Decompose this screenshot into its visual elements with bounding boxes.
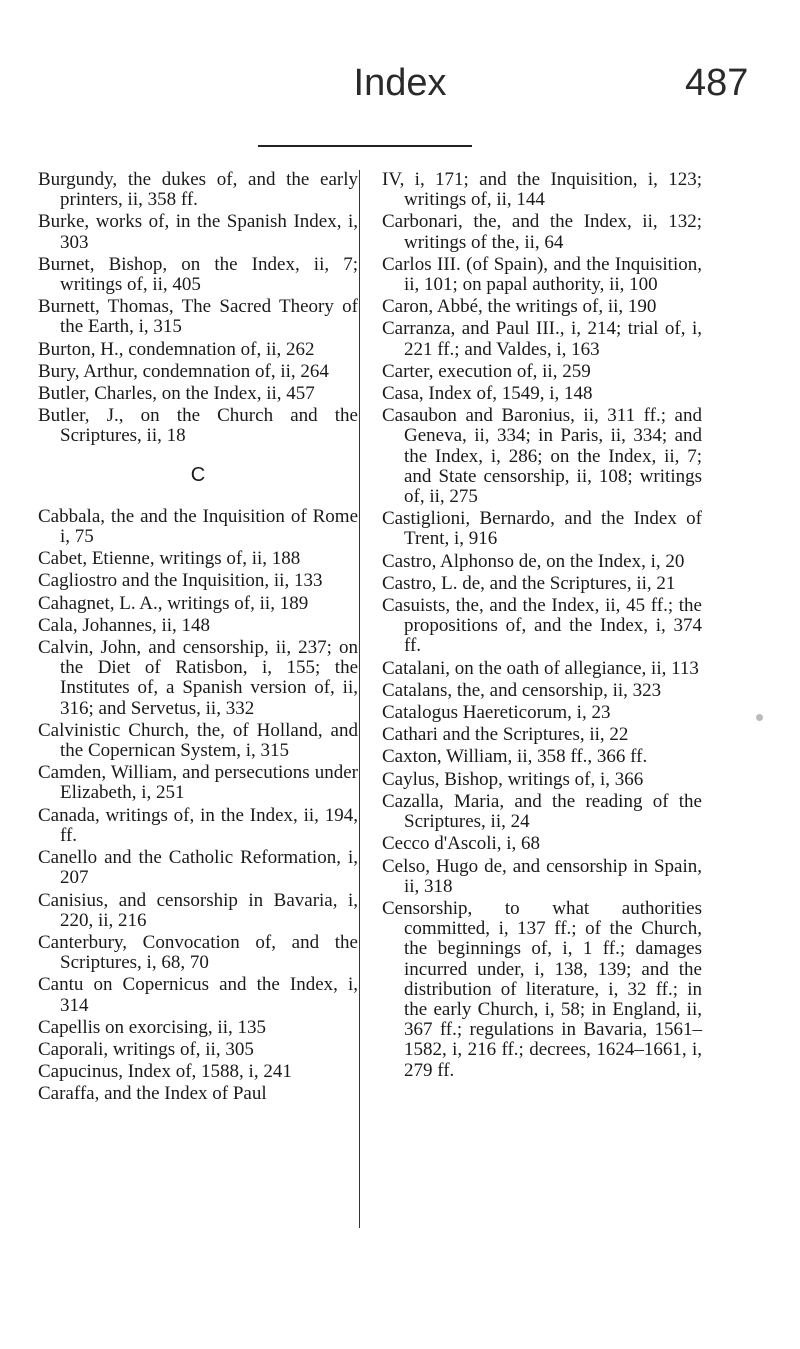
index-entry: Canterbury, Convocation of, and the Scriptures, i, 68, 70 — [38, 931, 358, 974]
index-entry: Canada, writings of, in the Index, ii, 194, ff. — [38, 804, 358, 846]
index-entry: Calvinistic Church, the, of Holland, and the Copernican System, i, 315 — [38, 719, 358, 762]
page-number: 487 — [685, 62, 749, 104]
left-entries-bottom — [38, 507, 358, 1105]
index-entry: Catalogus Haereticorum, i, 23 — [382, 702, 611, 724]
index-entry: IV, i, 171; and the Inquisition, i, 123; writings of, ii, 144 — [382, 169, 702, 211]
section-letter: C — [190, 463, 206, 486]
column-divider — [359, 170, 360, 1228]
index-entry: Burnet, Bishop, on the Index, ii, 7; writings of, ii, 405 — [38, 253, 358, 296]
index-entry: Cabbala, the and the Inquisition of Rome i, 75 — [38, 505, 358, 548]
index-entry: Butler, J., on the Church and the Scriptures, ii, 18 — [38, 405, 358, 447]
index-entry: Caporali, writings of, ii, 305 — [38, 1038, 254, 1060]
right-entries — [382, 170, 702, 1081]
index-entry: Canello and the Catholic Reformation, i, 207 — [38, 847, 358, 889]
index-entry: Castro, L. de, and the Scriptures, ii, 21 — [382, 572, 676, 594]
index-entry: Cala, Johannes, ii, 148 — [38, 614, 211, 636]
left-entries-top — [38, 170, 358, 447]
index-entry: Cecco d'Ascoli, i, 68 — [382, 833, 541, 855]
index-entry: Caron, Abbé, the writings of, ii, 190 — [382, 296, 657, 318]
index-entry: Burgundy, the dukes of, and the early printers, ii, 358 ff. — [38, 169, 358, 211]
index-entry: Camden, William, and persecutions under Elizabeth, i, 251 — [38, 762, 358, 804]
index-entry: Calvin, John, and censorship, ii, 237; on the Diet of Ratisbon, i, 155; the Institutes of, a Spanish version of, ii, 316; and Servetus, ii, 332 — [38, 637, 358, 719]
index-entry: Capellis on exorcising, ii, 135 — [38, 1016, 266, 1038]
index-entry: Butler, Charles, on the Index, ii, 457 — [38, 383, 315, 405]
index-entry: Cabet, Etienne, writings of, ii, 188 — [38, 548, 301, 570]
index-entry: Cagliostro and the Inquisition, ii, 133 — [38, 570, 323, 592]
index-entry: Cantu on Copernicus and the Index, i, 314 — [38, 974, 358, 1016]
page-title: Index — [353, 62, 447, 104]
header-rule — [258, 145, 472, 147]
index-entry: Cahagnet, L. A., writings of, ii, 189 — [38, 592, 309, 614]
index-entry: Carranza, and Paul III., i, 214; trial of, i, 221 ff.; and Valdes, i, 163 — [382, 318, 702, 360]
index-entry: Casaubon and Baronius, ii, 311 ff.; and Geneva, ii, 334; in Paris, ii, 334; and the Index, i, 286; on the Index, ii, 7; and State censorship, ii, 108; writings of, ii, 275 — [382, 405, 702, 508]
index-entry: Cathari and the Scriptures, ii, 22 — [382, 724, 629, 746]
index-entry: Burnett, Thomas, The Sacred Theory of the Earth, i, 315 — [38, 296, 358, 338]
right-column — [382, 170, 702, 1083]
index-entry: Burton, H., condemnation of, ii, 262 — [38, 338, 315, 360]
index-entry: Burke, works of, in the Spanish Index, i, 303 — [38, 211, 358, 253]
index-entry: Castro, Alphonso de, on the Index, i, 20 — [382, 550, 685, 572]
margin-mark — [756, 714, 763, 721]
index-entry: Catalans, the, and censorship, ii, 323 — [382, 679, 662, 701]
index-entry: Caraffa, and the Index of Paul — [38, 1083, 267, 1105]
index-entry: Capucinus, Index of, 1588, i, 241 — [38, 1061, 292, 1083]
page-header — [0, 62, 800, 122]
index-entry: Carbonari, the, and the Index, ii, 132; writings of the, ii, 64 — [382, 211, 702, 253]
index-entry: Carlos III. (of Spain), and the Inquisition, ii, 101; on papal authority, ii, 100 — [382, 253, 702, 296]
index-entry: Casuists, the, and the Index, ii, 45 ff.; the propositions of, and the Index, i, 374 ff. — [382, 595, 702, 657]
index-entry: Bury, Arthur, condemnation of, ii, 264 — [38, 360, 329, 382]
index-entry: Castiglioni, Bernardo, and the Index of Trent, i, 916 — [382, 508, 702, 550]
index-entry: Cazalla, Maria, and the reading of the Scriptures, ii, 24 — [382, 790, 702, 833]
index-entry: Casa, Index of, 1549, i, 148 — [382, 383, 593, 405]
index-entry: Caxton, William, ii, 358 ff., 366 ff. — [382, 746, 648, 768]
index-entry: Celso, Hugo de, and censorship in Spain, ii, 318 — [382, 855, 702, 897]
left-column — [38, 170, 358, 1107]
index-entry: Caylus, Bishop, writings of, i, 366 — [382, 768, 644, 790]
index-entry: Carter, execution of, ii, 259 — [382, 360, 591, 382]
index-entry: Canisius, and censorship in Bavaria, i, 220, ii, 216 — [38, 889, 358, 931]
index-entry: Censorship, to what authorities committed, i, 137 ff.; of the Church, the beginnings of, i, 1 ff.; damages incurred under, i, 138, 139; and the distribution of literature, i, 32 ff.; in the early Church, i, 58; in England, ii, 367 ff.; regulations in Bavaria, 1561–1582, i, 216 ff.; decrees, 1624–1661, i, 279 ff. — [382, 897, 702, 1081]
index-entry: Catalani, on the oath of allegiance, ii, 113 — [382, 657, 699, 679]
